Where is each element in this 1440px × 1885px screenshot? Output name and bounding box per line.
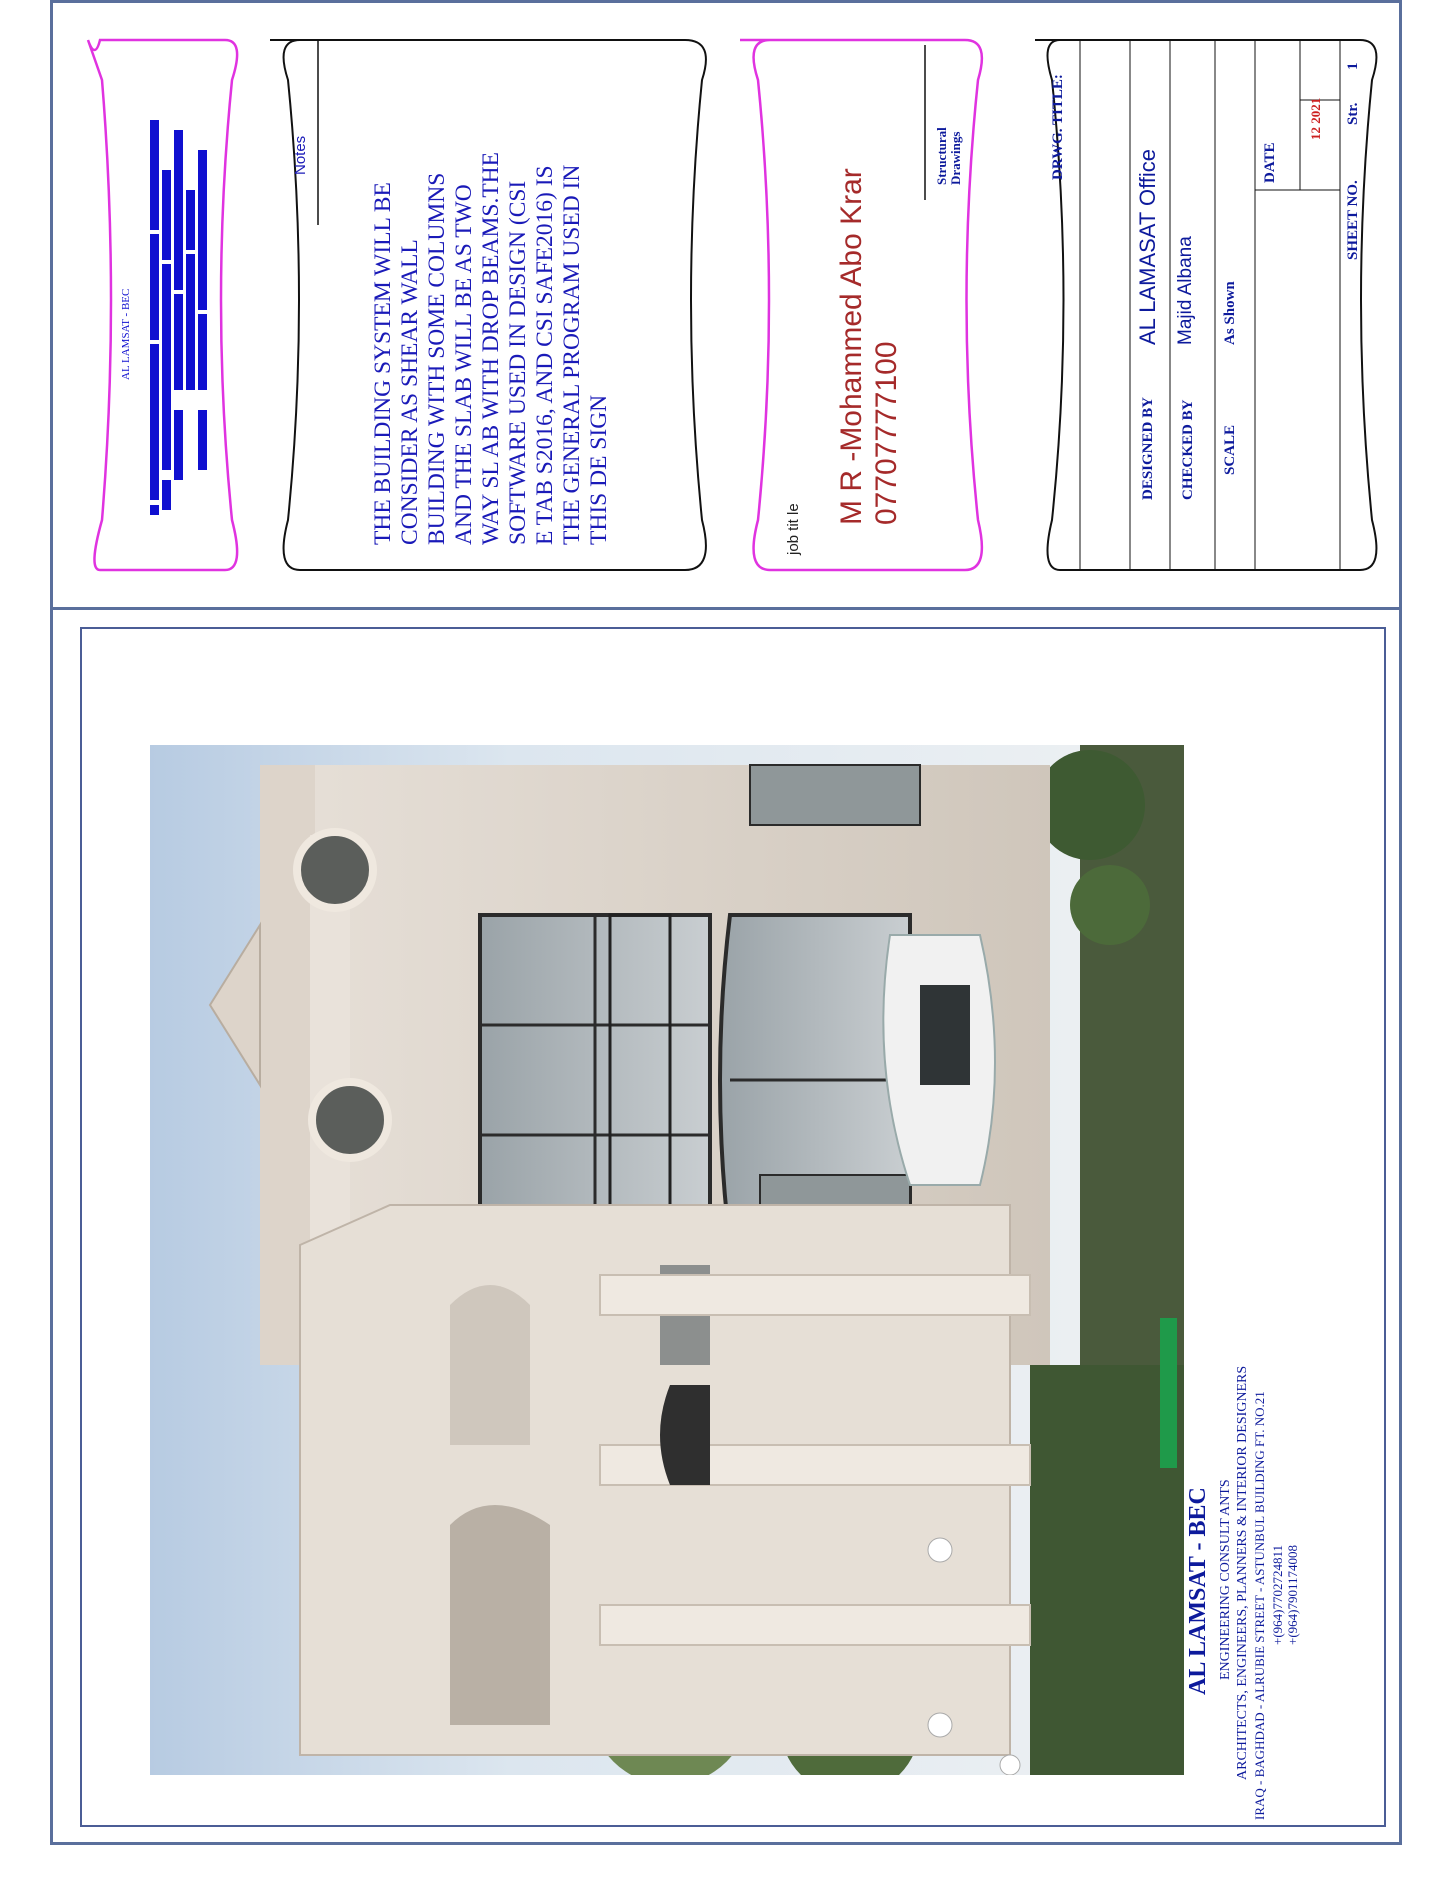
notes-line: E TAB S2016, AND CSI SAFE2016) IS [532,165,558,545]
scale-value: As Shown [1222,281,1238,345]
drwg-title-label: DRWG. TITLE: [1050,74,1066,180]
client-name: M R -Mohammed Abo Krar [835,168,868,525]
designed-by-label: DESIGNED BY [1140,397,1156,500]
firm-phone1: +(964)7702724811 [1270,1544,1285,1645]
notes-line: CONSIDER AS SHEAR WALL [397,239,423,545]
firm-name: AL LAMSAT - BEC [1185,1487,1211,1695]
drawing-type-line2: Drawings [948,131,963,185]
logo-caption: AL LAMSAT - BEC [120,288,132,380]
sheet-number: 1 [1345,62,1361,70]
firm-line1: ENGINEERING CONSULT ANTS [1218,1479,1233,1680]
date-value: 12 2021 [1308,97,1323,140]
notes-line: BUILDING WITH SOME COLUMNS [424,172,450,545]
job-title-label: job tit le [785,503,802,555]
building-rendering [150,745,1184,1775]
notes-line: THE GENERAL PROGRAM USED IN [559,164,585,545]
drawing-type [935,127,963,185]
firm-phone2: +(964)7901174008 [1285,1544,1300,1645]
designed-by-value: AL LAMASAT Office [1135,148,1160,345]
notes-line: AND THE SLAB WILL BE AS TWO [451,184,477,545]
title-block-box [1035,40,1376,570]
notes-body [370,152,613,545]
firm-line2: ARCHITECTS, ENGINEERS, PLANNERS & INTERIOR DESIGNERS [1235,1365,1250,1780]
logo-bars [140,110,220,530]
sheet-no-label: SHEET NO. [1345,180,1361,260]
notes-line: SOFTWARE USED IN DESIGN (CSI [505,180,531,545]
checked-by-label: CHECKED BY [1180,399,1196,500]
notes-line: THIS DE SIGN [586,394,612,545]
firm-accent-bar [1160,1318,1177,1468]
title-panel-divider [50,607,1402,610]
scale-label: SCALE [1222,424,1238,475]
drawing-type-line1: Structural [934,127,949,185]
sheet-no-value: Str. [1345,102,1361,125]
date-label: DATE [1262,142,1278,183]
checked-by-value: Majid Albana [1175,236,1196,345]
notes-line: THE BUILDING SYSTEM WILL BE [370,182,396,545]
notes-heading: Notes [292,135,309,175]
client-phone: 07707777100 [870,341,903,525]
firm-line3: IRAQ - BAGHDAD - ALRUBIE STREET - ASTUNBUL BUILDING FT. NO.21 [1252,1391,1267,1820]
notes-line: WAY SL AB WITH DROP BEAMS.THE [478,151,504,545]
